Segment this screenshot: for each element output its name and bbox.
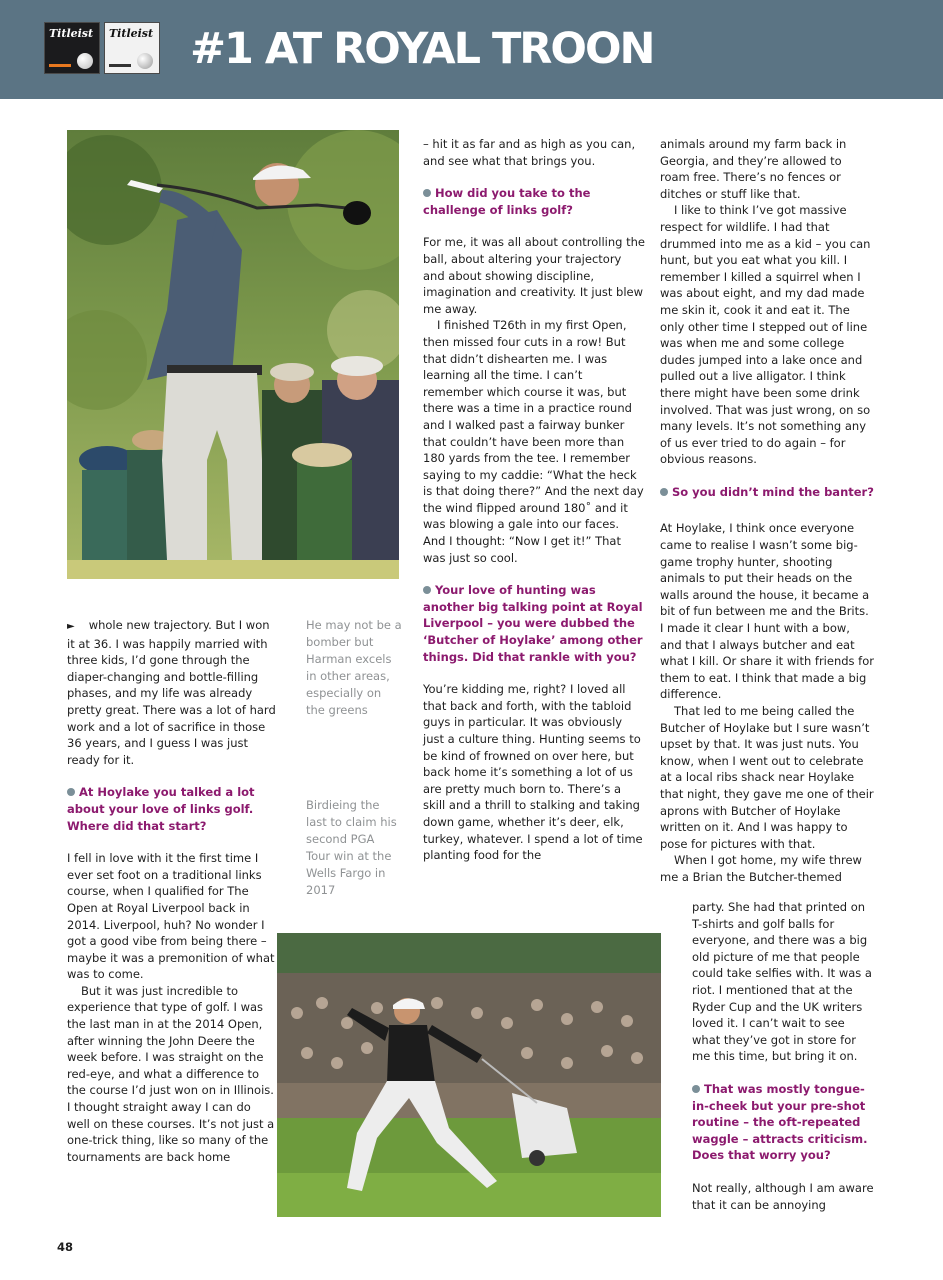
golf-ball-box-2 xyxy=(104,22,160,74)
golfer-swing-photo xyxy=(67,130,399,579)
golf-ball-icon xyxy=(77,53,93,69)
golf-ball-box-1 xyxy=(44,22,100,74)
bullet-dot-icon xyxy=(692,1085,700,1093)
body-paragraph: That led to me being called the Butcher of Hoylake but I sure wasn’t upset by that. It was just nuts. You know, when I went out to celebrate at a local ribs shack near Hoylake that night, they gave me one of their aprons with Butcher of Hoylake written on it. And I was happy to pose for pictures with that. xyxy=(660,704,874,851)
question-text: So you didn’t mind the banter? xyxy=(672,484,874,499)
question-text: How did you take to the challenge of links golf? xyxy=(423,186,591,217)
box-stripe-2 xyxy=(109,64,131,67)
bullet-dot-icon xyxy=(67,788,75,796)
body-paragraph: I fell in love with it the first time I ever set foot on a traditional links course, when I qualified for The Open at Royal Liverpool back in 2014. Liverpool, huh? No wonder I got a good vibe from being there – maybe it was a premonition of what was to come. xyxy=(67,851,275,982)
body-paragraph: I finished T26th in my first Open, then missed four cuts in a row! But that didn’t dishearten me. I was learning all the time. I can’t remember which course it was, but there was a time in a practice round and I walked past a fairway bunker that couldn’t have been more than 180 yards from the tee. I remember saying to my caddie: “What the heck is that doing there?” And the next day the wind flipped around 180˚ and it was blowing a gale into our faces. And I thought: “Now I get it!” That was just so cool. xyxy=(423,318,644,565)
interview-question xyxy=(660,484,874,501)
body-paragraph: But it was just incredible to experience that type of golf. I was the last man in at the 2014 Open, after winning the John Deere the week before. I was straight on the red-eye, and what a difference to the course I’d just won on in Illinois. I thought straight away I can do well on these courses. It’s not just a one-trick thing, like so many of the tournaments are back home xyxy=(67,983,275,1164)
photo-caption-1: He may not be a bomber but Harman excels in other areas, especially on the greens xyxy=(306,618,402,717)
box-stripe-1 xyxy=(49,64,71,67)
body-paragraph: animals around my farm back in Georgia, and they’re allowed to roam free. There’s no fences or ditches or stuff like that. xyxy=(660,137,847,201)
bullet-dot-icon xyxy=(660,488,668,496)
interview-question xyxy=(423,185,645,218)
continued-arrow-icon: ► xyxy=(67,621,75,632)
ball-brand-label-2: Titleist xyxy=(109,27,154,40)
body-paragraph: At Hoylake, I think once everyone came to realise I wasn’t some big-game trophy hunter, shooting animals to put their heads on the walls around the house, it became a bit of fun between me and the Brits. I made it clear I hunt with a bow, and that I always butcher and eat what I kill. Or share it with friends for them to eat. I think that made a big difference. xyxy=(660,521,874,702)
ball-brand-label-1: Titleist xyxy=(49,27,94,40)
body-paragraph: I like to think I’ve got massive respect for wildlife. I had that drummed into me as a kid – you can hunt, but you eat what you kill. I remember I killed a squirrel when I was about eight, and my dad made me skin it, cook it and eat it. The only other time I stepped out of line was when me and some college dudes jumped into a lake once and pulled out a live alligator. I think there might have been some drink involved. That was just wrong, on so many levels. It’s not something any of us ever tried to do again – for obvious reasons. xyxy=(660,203,871,467)
question-text: Your love of hunting was another big talking point at Royal Liverpool – you were dubbed the ‘Butcher of Hoylake’ among other things. Did that rankle with you? xyxy=(423,583,643,664)
interview-question xyxy=(67,784,277,834)
body-paragraph xyxy=(67,617,277,768)
question-text: That was mostly tongue-in-cheek but your pre-shot routine – the oft-repeated waggle – attracts criticism. Does that worry you? xyxy=(692,1081,868,1163)
golfer-swing-illustration xyxy=(67,130,399,579)
bullet-dot-icon xyxy=(423,586,431,594)
body-paragraph: You’re kidding me, right? I loved all that back and forth, with the tabloid guys in particular. It was obviously just a culture thing. Hunting seems to be kind of frowned on over here, but back home it’s something a lot of us are pretty much born to. There’s a skill and a thrill to stalking and taking down game, whether it’s deer, elk, turkey, whatever. I spend a lot of time planting food for the xyxy=(423,682,643,863)
article-column-middle xyxy=(423,136,645,864)
bullet-dot-icon xyxy=(423,189,431,197)
page-number: 48 xyxy=(57,1240,74,1254)
paragraph-text: whole new trajectory. But I won it at 36. I was happily married with three kids, I’d gone through the diaper-changing and bottle-filling phases, and my life was already pretty great. There was a lot of hard work and a lot of sacrifice in those 36 years, and I guess I was just ready for it. xyxy=(67,618,276,767)
article-column-right xyxy=(660,136,874,886)
header-banner xyxy=(0,0,943,99)
article-column-right-lower xyxy=(692,899,874,1213)
question-text: At Hoylake you talked a lot about your love of links golf. Where did that start? xyxy=(67,785,255,833)
golfer-celebration-illustration xyxy=(277,933,661,1217)
body-paragraph: When I got home, my wife threw me a Brian the Butcher-themed xyxy=(660,853,862,884)
interview-question xyxy=(692,1081,874,1164)
body-paragraph: – hit it as far and as high as you can, and see what that brings you. xyxy=(423,137,636,168)
body-paragraph: For me, it was all about controlling the ball, about altering your trajectory and about showing discipline, imagination and creativity. It just blew me away. xyxy=(423,235,645,316)
page-title: #1 AT ROYAL TROON xyxy=(190,24,654,74)
interview-question xyxy=(423,582,645,665)
article-column-left xyxy=(67,617,277,1165)
body-paragraph: party. She had that printed on T-shirts and golf balls for everyone, and there was a big old picture of me that people could take selfies with. It was a riot. I mentioned that at the Ryder Cup and the UK writers loved it. I can’t wait to see what they’ve got in store for me this time, but bring it on. xyxy=(692,900,872,1064)
photo-caption-2: Birdieing the last to claim his second PGA Tour win at the Wells Fargo in 2017 xyxy=(306,798,397,897)
golf-ball-icon-2 xyxy=(137,53,153,69)
body-paragraph: Not really, although I am aware that it can be annoying xyxy=(692,1180,874,1212)
golfer-celebration-photo xyxy=(277,933,661,1217)
